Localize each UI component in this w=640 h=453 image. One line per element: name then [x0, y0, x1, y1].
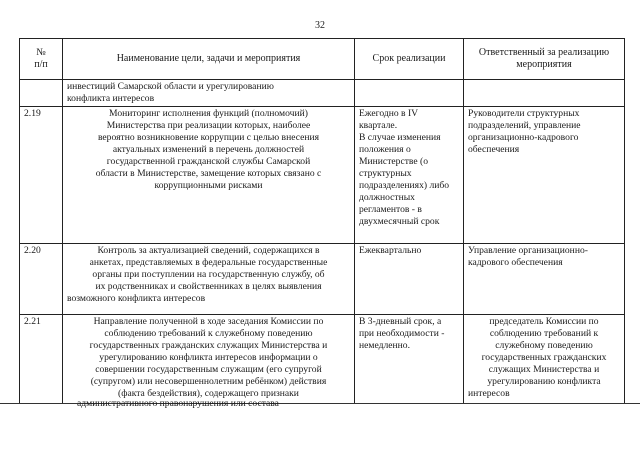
cell-name: инвестиций Самарской области и урегулированию конфликта интересов [63, 80, 355, 107]
cell-number [20, 80, 63, 107]
page-number: 32 [315, 20, 325, 31]
table-row [20, 244, 625, 315]
cell-responsible [464, 80, 625, 107]
cell-number: 2.19 [20, 107, 63, 244]
action-plan-table [19, 38, 625, 418]
header-number: № п/п [20, 39, 63, 80]
cell-term: В 3-дневный срок, а при необходимости - немедленно. [355, 315, 464, 418]
cell-number: 2.21 [20, 315, 63, 418]
header-responsible: Ответственный за реализацию мероприятия [464, 39, 625, 80]
table-header-row [20, 39, 625, 80]
cell-number: 2.20 [20, 244, 63, 315]
cell-responsible: Руководители структурных подразделений, управление организационно-кадрового обеспечения [464, 107, 625, 244]
table-row [20, 107, 625, 244]
cell-responsible: председатель Комиссии по соблюдению требований к служебному поведению государственных гражданских служащих Министерства и урегулированию конфликта интересов [464, 315, 625, 418]
table-row-continuation [20, 80, 625, 107]
header-name: Наименование цели, задачи и мероприятия [63, 39, 355, 80]
cell-term [355, 80, 464, 107]
page-bottom-margin [0, 404, 640, 453]
cell-term: Ежегодно в IV квартале. В случае изменения положения о Министерстве (о структурных подразделениях) либо должностных регламентов - в двухмесячный срок [355, 107, 464, 244]
header-term: Срок реализации [355, 39, 464, 80]
cell-name: Мониторинг исполнения функций (полномочий) Министерства при реализации которых, наиболее вероятно возникновение коррупции с целью внесения актуальных изменений в перечень должностей государственной гражданской службы Самарской области в Министерстве, замещение которых связано с коррупционными рисками [63, 107, 355, 244]
cell-responsible: Управление организационно- кадрового обеспечения [464, 244, 625, 315]
cell-term: Ежеквартально [355, 244, 464, 315]
cell-name: Направление полученной в ходе заседания Комиссии по соблюдению требований к служебному поведению государственных гражданских служащих Министерства и урегулированию конфликта интересов информации о совершении государственным служащим (его супругой (супругом) или несовершеннолетним ребёнком) действия (факта бездействия), содержащего признаки [63, 315, 355, 418]
cell-name: Контроль за актуализацией сведений, содержащихся в анкетах, представляемых в федеральные государственные органы при поступлении на государственную службу, об их родственниках и свойственниках в целях выявления возможного конфликта интересов [63, 244, 355, 315]
cut-off-text-line: административного правонарушения или состава [77, 398, 279, 409]
